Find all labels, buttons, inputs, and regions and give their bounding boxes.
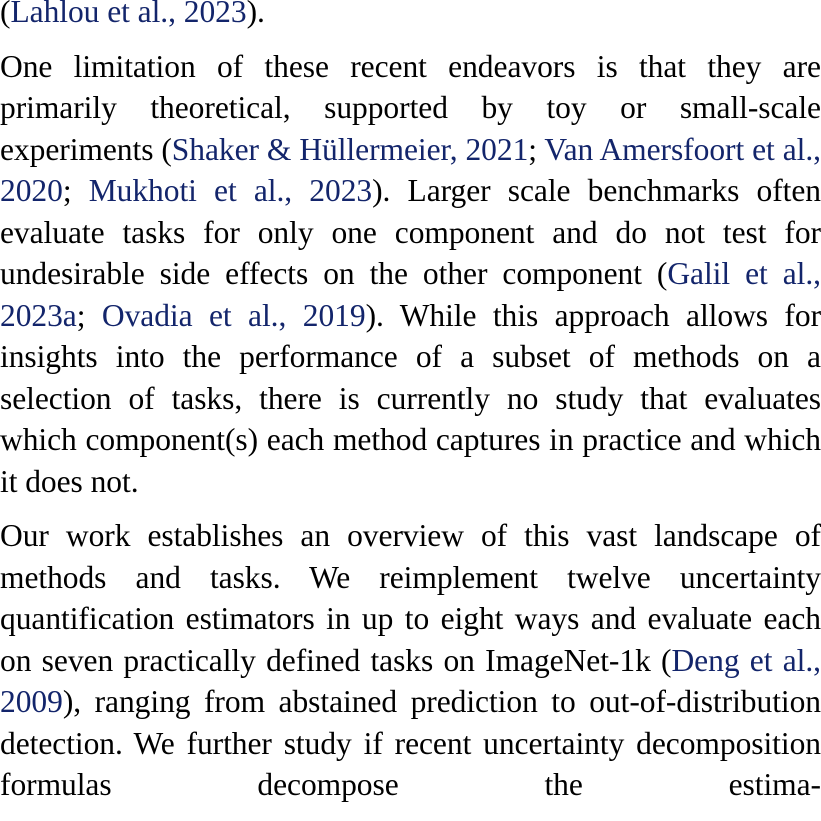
paragraph-text-run-6: We further study if recent uncertainty decomposition formulas decompose the estima- <box>0 725 821 802</box>
citation-link-ovadia-2019[interactable]: Ovadia et al., 2019 <box>101 297 366 333</box>
paragraph-our-work <box>0 515 821 806</box>
open-paren: ( <box>0 0 11 29</box>
citation-link-mukhoti-2023[interactable]: Mukhoti et al., 2023 <box>88 173 373 208</box>
citation-separator-1: ; <box>528 131 545 167</box>
paragraph-text-run-4: Our work establishes an overview of this vast landscape of methods and tasks. We reimplement twelve uncertainty quantification estimators in up to eight ways and evaluate each on seven practically defined tasks on ImageNet-1k ( <box>0 518 821 678</box>
paragraph-lahlou-citation-tail <box>0 0 821 33</box>
paragraph-text-run-2: ). Larger scale benchmarks often evaluate tasks for only one component and do not test for undesirable side effects on the other component ( <box>0 173 821 291</box>
close-paren-period: ). <box>246 0 265 29</box>
citation-link-lahlou-2023[interactable]: Lahlou et al., 2023 <box>10 0 247 29</box>
paragraph-text-run-5: ), ranging from abstained prediction to out-of-distribution detection. <box>0 684 821 761</box>
paragraph-text-run-3: ). While this approach allows for insights into the performance of a subset of methods on a selection of tasks, there is currently no study that evaluates which component(s) each method captures in practice and which it does not. <box>0 297 821 499</box>
paragraph-one-limitation <box>0 46 821 503</box>
citation-link-deng-2009[interactable]: Deng et al., 2009 <box>0 642 821 719</box>
citation-separator-3: ; <box>76 297 102 333</box>
paragraph-text-run-1: One limitation of these recent endeavors is that they are primarily theoretical, supported by toy or small-scale experiments ( <box>0 48 821 167</box>
citation-link-shaker-hullermeier-2021[interactable]: Shaker & Hüllermeier, 2021 <box>171 131 529 167</box>
citation-link-galil-2023a[interactable]: Galil et al., 2023a <box>0 256 821 333</box>
citation-link-van-amersfoort-2020[interactable]: Van Amersfoort et al., 2020 <box>0 131 821 208</box>
citation-separator-2: ; <box>62 173 89 208</box>
